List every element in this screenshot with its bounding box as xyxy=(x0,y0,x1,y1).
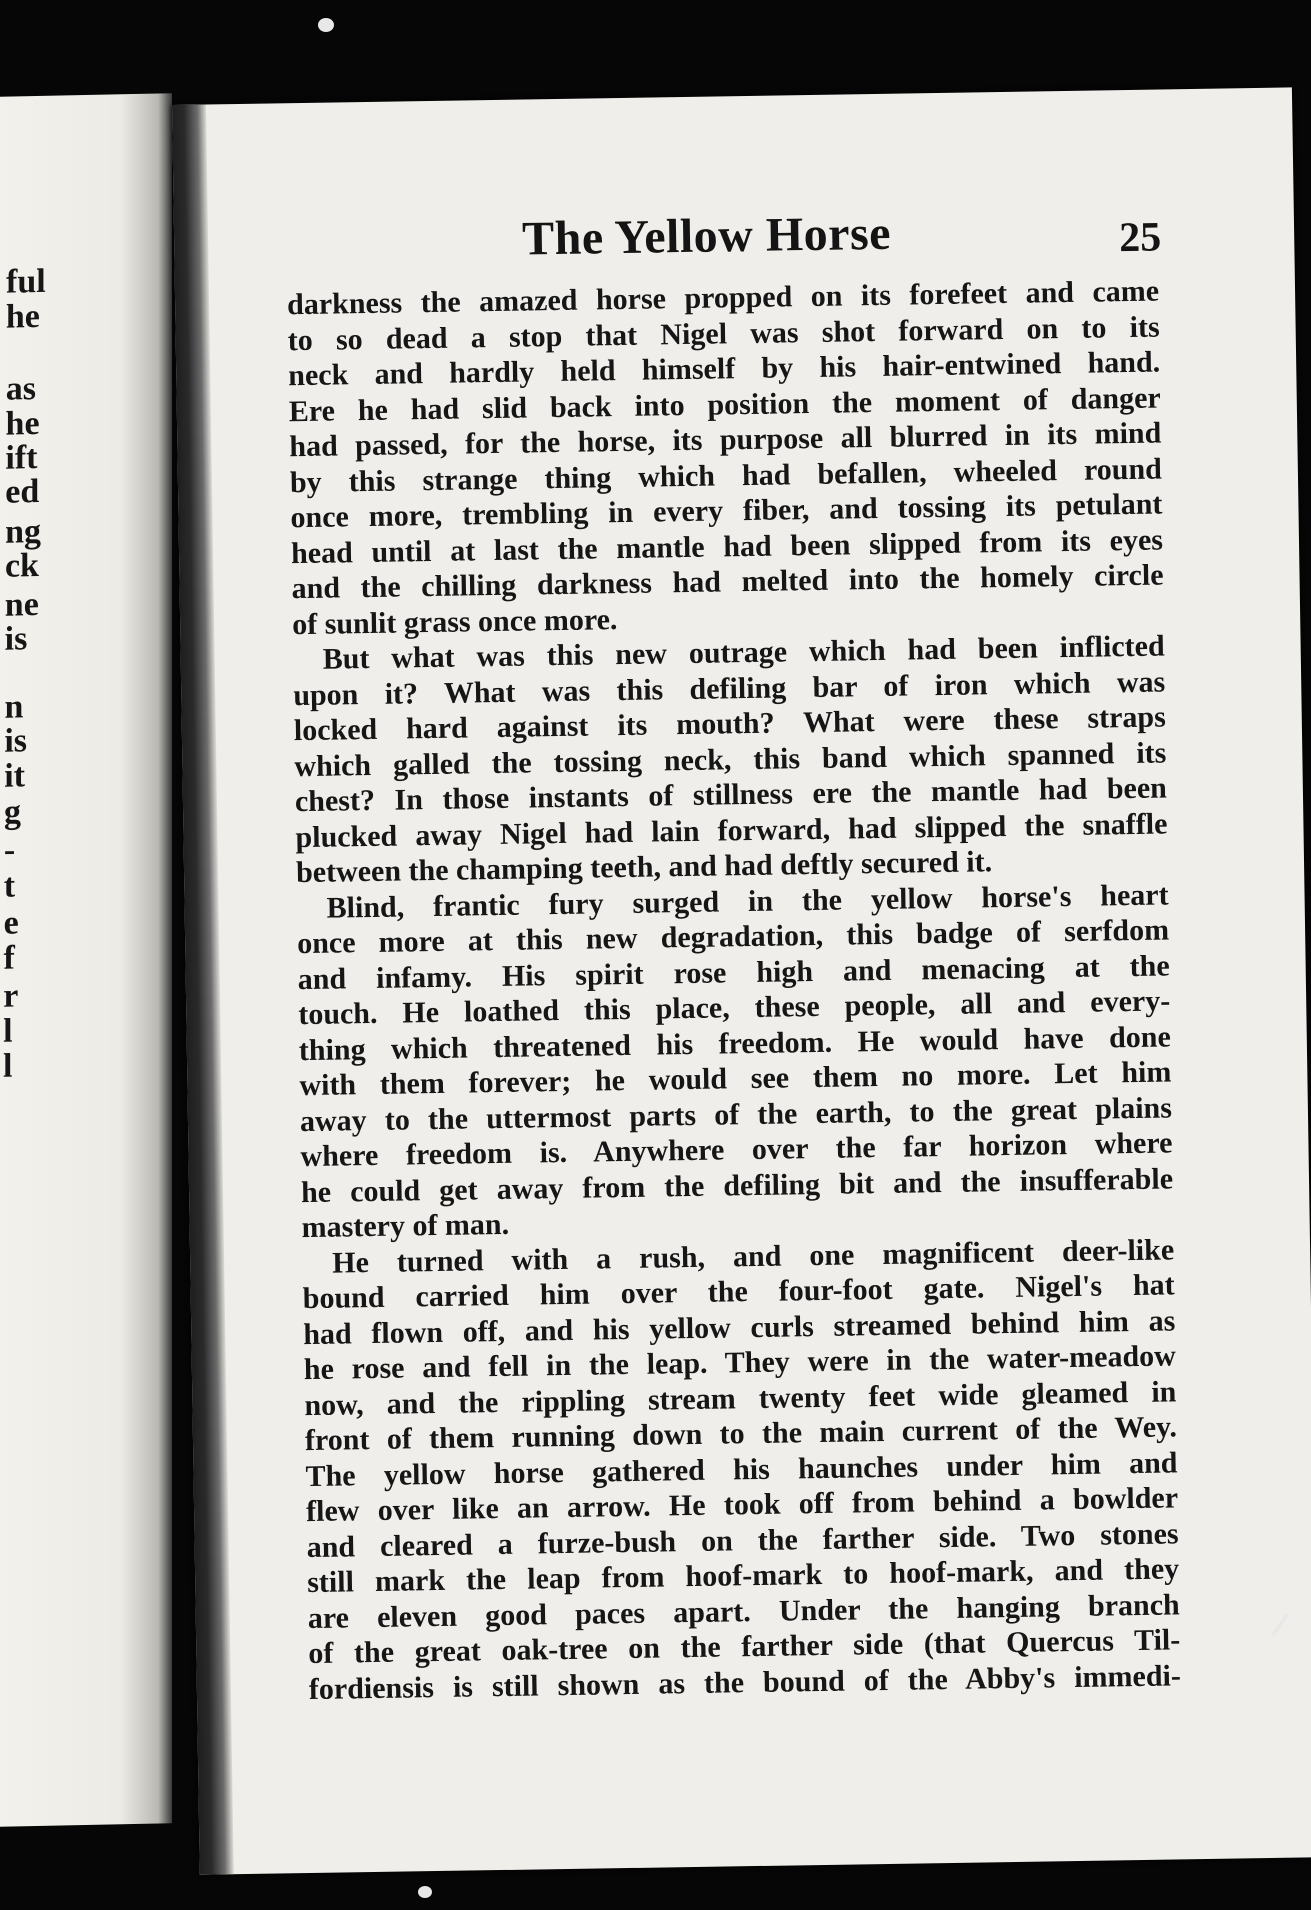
text-line: and cleared a furze-bush on the farther side. Two stones xyxy=(306,1516,1179,1564)
left-page-fragment: f xyxy=(3,939,15,977)
page-header xyxy=(174,201,1175,277)
page-number: 25 xyxy=(1118,214,1162,262)
text-line: locked hard against its mouth? What were these straps xyxy=(293,700,1166,748)
page-gutter-shadow xyxy=(172,104,234,1874)
text-line: bound carried him over the four-foot gate. Nigel's hat xyxy=(302,1268,1175,1316)
text-line: touch. He loathed this place, these people, all and every- xyxy=(298,984,1171,1032)
left-page-fragment: ck xyxy=(4,546,39,585)
text-line: He turned with a rush, and one magnificent deer-like xyxy=(331,1232,1175,1280)
left-page-fragment: l xyxy=(3,1012,13,1050)
text-line: neck and hardly held himself by his hair-entwined hand. xyxy=(288,345,1161,393)
left-page-fragment: ed xyxy=(5,472,40,511)
text-line: darkness the amazed horse propped on its forefeet and came xyxy=(286,274,1160,322)
text-line: where freedom is. Anywhere over the far horizon where xyxy=(300,1126,1173,1174)
left-page-fragment: is xyxy=(4,620,28,658)
dust-speck xyxy=(418,1886,432,1898)
text-line: now, and the rippling stream twenty feet wide gleamed in xyxy=(304,1374,1177,1422)
text-line: between the champing teeth, and had deftly secured it. xyxy=(295,845,993,890)
text-line: once more at this new degradation, this badge of serfdom xyxy=(296,913,1170,961)
left-page-fragments xyxy=(0,93,172,1085)
left-page-fragment: ne xyxy=(4,585,39,624)
text-line: away to the uttermost parts of the earth, to the great plains xyxy=(299,1090,1173,1138)
text-line: he rose and fell in the leap. They were in the water-meadow xyxy=(303,1339,1177,1387)
text-line: which galled the tossing neck, this band which spanned its xyxy=(294,735,1167,783)
text-line: Blind, frantic fury surged in the yellow horse's heart xyxy=(326,877,1169,925)
left-page-fragment: g xyxy=(4,793,22,831)
book-page xyxy=(172,87,1311,1874)
text-line: of sunlit grass once more. xyxy=(291,602,618,641)
text-line: and the chilling darkness had melted into the homely circle xyxy=(291,558,1164,606)
text-line: chest? In those instants of stillness ere the mantle had been xyxy=(294,771,1168,819)
text-line: of the great oak-tree on the farther side (that Quercus Til- xyxy=(308,1623,1181,1671)
left-page-fragment: ng xyxy=(5,512,42,551)
left-page-fragment: it xyxy=(4,757,25,795)
left-page-fragment: he xyxy=(5,297,40,336)
left-page-fragment: r xyxy=(3,977,19,1015)
text-line: fordiensis is still shown as the bound of the Abby's immedi- xyxy=(308,1658,1182,1706)
left-page-fragment: - xyxy=(3,831,16,869)
text-line: are eleven good paces apart. Under the hanging branch xyxy=(307,1587,1180,1635)
dust-speck xyxy=(318,18,334,32)
text-line: and infamy. His spirit rose high and menacing at the xyxy=(297,948,1170,996)
text-line: still mark the leap from hoof-mark to hoof-mark, and they xyxy=(306,1552,1180,1600)
left-page-fragment: as xyxy=(5,370,36,408)
text-line: Ere he had slid back into position the moment of danger xyxy=(288,381,1161,428)
left-page-fragment: t xyxy=(3,867,16,905)
text-line: plucked away Nigel had lain forward, had slipped the snaffle xyxy=(295,806,1168,854)
text-line: The yellow horse gathered his haunches under him and xyxy=(305,1445,1178,1493)
text-line: mastery of man. xyxy=(301,1207,510,1245)
left-page-fragment: ful xyxy=(6,262,46,301)
text-line: had passed, for the horse, its purpose all blurred in its mind xyxy=(289,416,1162,464)
left-page-fragment: is xyxy=(4,722,28,760)
body-text xyxy=(287,274,1181,1708)
text-line: he could get away from the defiling bit and the insufferable xyxy=(300,1161,1174,1209)
text-line: front of them running down to the main current of the Wey. xyxy=(304,1410,1178,1458)
left-page-fragment: e xyxy=(3,904,19,942)
left-page-fragment: n xyxy=(4,688,24,726)
left-page-edge xyxy=(0,93,172,1827)
running-title: The Yellow Horse xyxy=(521,206,892,266)
text-line: once more, trembling in every fiber, and tossing its petulant xyxy=(290,487,1163,535)
text-line: head until at last the mantle had been slipped from its eyes xyxy=(290,522,1164,570)
text-line: by this strange thing which had befallen, wheeled round xyxy=(289,451,1163,499)
text-line: to so dead a stop that Nigel was shot forward on to its xyxy=(287,310,1160,357)
text-line: But what was this new outrage which had been inflicted xyxy=(322,629,1165,676)
text-line: with them forever; he would see them no more. Let him xyxy=(299,1055,1172,1103)
left-page-fragment: l xyxy=(3,1047,13,1085)
text-line: had flown off, and his yellow curls streamed behind him as xyxy=(303,1303,1176,1351)
text-line: thing which threatened his freedom. He would have done xyxy=(298,1019,1172,1067)
text-line: flew over like an arrow. He took off from behind a bowlder xyxy=(305,1481,1179,1529)
left-page-fragment: he xyxy=(5,404,40,443)
text-line: upon it? What was this defiling bar of iron which was xyxy=(293,664,1166,712)
left-page-fragment: ift xyxy=(5,439,38,477)
